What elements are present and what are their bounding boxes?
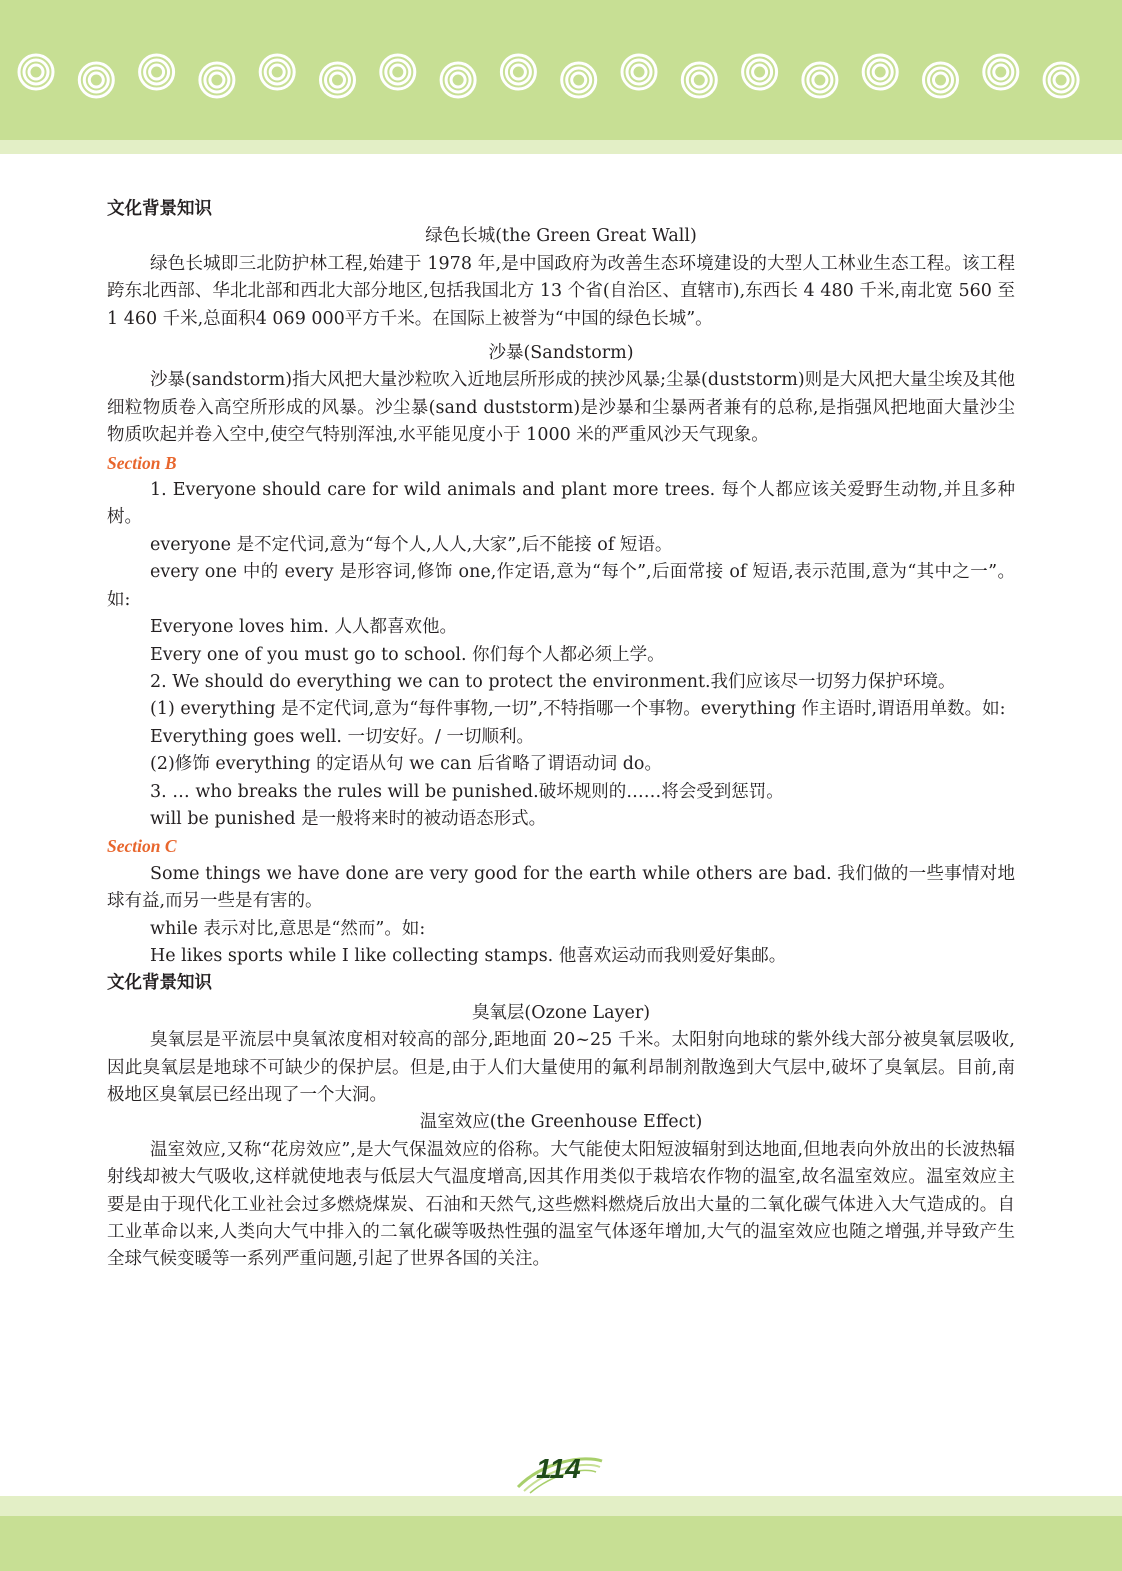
concentric-rings-icon [863,55,897,89]
concentric-rings-icon [984,55,1018,89]
section-b-note-2: (2)修饰 everything 的定语从句 we can 后省略了谓语动词 do。 [150,754,662,775]
concentric-rings-icon [682,63,716,97]
section-b-every-one-note: every one 中的 every 是形容词,修饰 one,作定语,意为“每个”,后面常接 of 短语,表示范围,意为“其中之一”。如: [107,562,1015,610]
concentric-rings-icon [260,55,294,89]
section-c-example: He likes sports while I like collecting stamps. 他喜欢运动而我则爱好集邮。 [150,945,787,966]
section-b-example-1: Everyone loves him. 人人都喜欢他。 [150,617,458,638]
green-wall-text: 绿色长城即三北防护林工程,始建于 1978 年,是中国政府为改善生态环境建设的大型人工林业生态工程。该工程跨东北西部、华北北部和西北大部分地区,包括我国北方 13 个省(自治区、直辖市),东西长 4 480 千米,南北宽 560 至 1 460 千米,总面积4 069 000平方千米。在国际上被誉为“中国的绿色长城”。 [107,253,1015,329]
concentric-rings-icon [321,63,355,97]
section-b-note-1: (1) everything 是不定代词,意为“每件事物,一切”,不特指哪一个事物。everything 作主语时,谓语用单数。如: [150,699,1006,720]
page-number: 114 [536,1453,581,1484]
concentric-rings-icon [140,55,174,89]
concentric-rings-icon [200,63,234,97]
ozone-title: 臭氧层(Ozone Layer) [471,1002,651,1023]
concentric-rings-icon [19,55,53,89]
concentric-rings-icon [803,63,837,97]
concentric-rings-icon [562,63,596,97]
greenhouse-title: 温室效应(the Greenhouse Effect) [419,1112,703,1133]
footer-rule [0,1496,1122,1516]
footer-band [0,1516,1122,1571]
concentric-rings-icon [924,63,958,97]
sandstorm-title: 沙暴(Sandstorm) [488,343,634,364]
section-b-heading: Section B [107,452,177,473]
header-rings-decoration [0,0,1122,140]
section-b-example-3: Everything goes well. 一切安好。/ 一切顺利。 [150,726,534,747]
ozone-text: 臭氧层是平流层中臭氧浓度相对较高的部分,距地面 20~25 千米。太阳射向地球的紫外线大部分被臭氧层吸收,因此臭氧层是地球不可缺少的保护层。但是,由于人们大量使用的氟利昂制剂散逸到大气层中,破坏了臭氧层。目前,南极地区臭氧层已经出现了一个大洞。 [107,1030,1015,1105]
section-b-note-3: will be punished 是一般将来时的被动语态形式。 [150,808,547,829]
section-c-heading: Section C [107,836,177,857]
concentric-rings-icon [743,55,777,89]
section-b-example-2: Every one of you must go to school. 你们每个人都必须上学。 [150,644,665,665]
sandstorm-text: 沙暴(sandstorm)指大风把大量沙粒吹入近地层所形成的挟沙风暴;尘暴(duststorm)则是大风把大量尘埃及其他细粒物质卷入高空所形成的风暴。沙尘暴(sand duststorm)是沙暴和尘暴两者兼有的总称,是指强风把地面大量沙尘物质吹起并卷入空中,使空气特别浑浊,水平能见度小于 1000 米的严重风沙天气现象。 [107,370,1015,446]
section-c-point: Some things we have done are very good for the earth while others are bad. 我们做的一些事情对地球有益,而另一些是有害的。 [107,863,1015,912]
page-number-badge [514,1447,604,1497]
section-b-everyone-note: everyone 是不定代词,意为“每个人,人人,大家”,后不能接 of 短语。 [150,534,673,555]
concentric-rings-icon [79,63,113,97]
greenhouse-text: 温室效应,又称“花房效应”,是大气保温效应的俗称。大气能使太阳短波辐射到达地面,但地表向外放出的长波热辐射线却被大气吸收,这样就使地表与低层大气温度增高,因其作用类似于栽培农作物的温室,故名温室效应。温室效应主要是由于现代化工业社会过多燃烧煤炭、石油和天然气,这些燃料燃烧后放出大量的二氧化碳气体进入大气造成的。自工业革命以来,人类向大气中排入的二氧化碳等吸热性强的温室气体逐年增加,大气的温室效应也随之增强,并导致产生全球气候变暖等一系列严重问题,引起了世界各国的关注。 [107,1139,1015,1270]
concentric-rings-icon [441,63,475,97]
page-content [107,196,1015,1274]
section-b-point-1: 1. Everyone should care for wild animals and plant more trees. 每个人都应该关爱野生动物,并且多种树。 [107,480,1015,528]
header-rule [0,140,1122,154]
concentric-rings-icon [622,55,656,89]
section-b-point-3: 3. … who breaks the rules will be punished.破坏规则的……将会受到惩罚。 [150,781,784,802]
culture-heading: 文化背景知识 [107,199,212,219]
culture-heading-2: 文化背景知识 [107,973,212,994]
concentric-rings-icon [501,55,535,89]
section-b-point-2: 2. We should do everything we can to protect the environment.我们应该尽一切努力保护环境。 [150,671,956,692]
concentric-rings-icon [381,55,415,89]
green-wall-title: 绿色长城(the Green Great Wall) [425,226,697,247]
section-c-while-note: while 表示对比,意思是“然而”。如: [150,918,426,939]
concentric-rings-icon [1044,63,1078,97]
